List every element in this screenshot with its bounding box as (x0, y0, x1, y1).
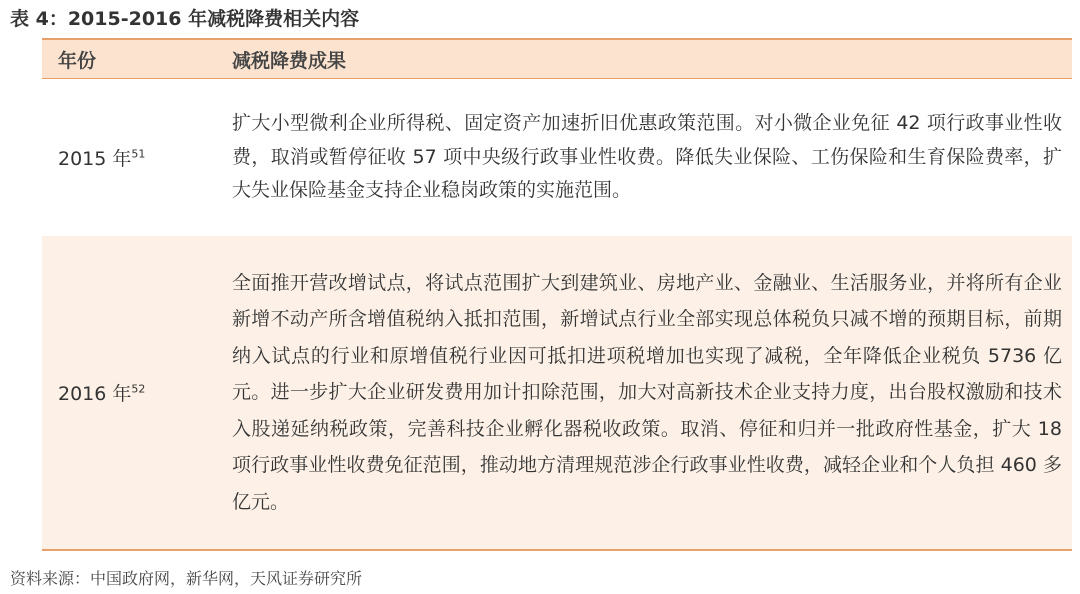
footnote-marker: 51 (131, 147, 146, 161)
table-title: 表 4：2015-2016 年减税降费相关内容 (10, 8, 360, 30)
source-note: 资料来源：中国政府网，新华网，天风证券研究所 (10, 569, 363, 588)
table-bottom-rule (42, 549, 1072, 551)
table-row (42, 236, 1072, 549)
year-label: 2016 年 (58, 383, 132, 405)
year-label: 2015 年 (58, 148, 132, 170)
year-cell (42, 144, 232, 171)
table-header-row (42, 40, 1072, 78)
content-cell: 扩大小型微利企业所得税、固定资产加速折旧优惠政策范围。对小微企业免征 42 项行政事业性收费，取消或暂停征收 57 项中央级行政事业性收费。降低失业保险、工伤保险和生育保险费率，扩大失业保险基金支持企业稳岗政策的实施范围。 (232, 112, 1062, 202)
table-row (42, 79, 1072, 236)
header-content: 减税降费成果 (232, 49, 347, 72)
footnote-marker: 52 (131, 382, 146, 396)
year-cell (42, 379, 232, 406)
data-table (42, 38, 1072, 551)
content-cell: 全面推开营改增试点，将试点范围扩大到建筑业、房地产业、金融业、生活服务业，并将所有企业新增不动产所含增值税纳入抵扣范围，新增试点行业全部实现总体税负只减不增的预期目标，前期纳入试点的行业和原增值税行业因可抵扣进项税增加也实现了减税，全年降低企业税负 5736 亿元。进一步扩大企业研发费用加计扣除范围，加大对高新技术企业支持力度，出台股权激励和技术入股递延纳税政策，完善科技企业孵化器税收政策。取消、停征和归并一批政府性基金，扩大 18 项行政事业性收费免征范围，推动地方清理规范涉企行政事业性收费，减轻企业和个人负担 460 多亿元。 (232, 271, 1062, 513)
header-year: 年份 (58, 49, 97, 72)
